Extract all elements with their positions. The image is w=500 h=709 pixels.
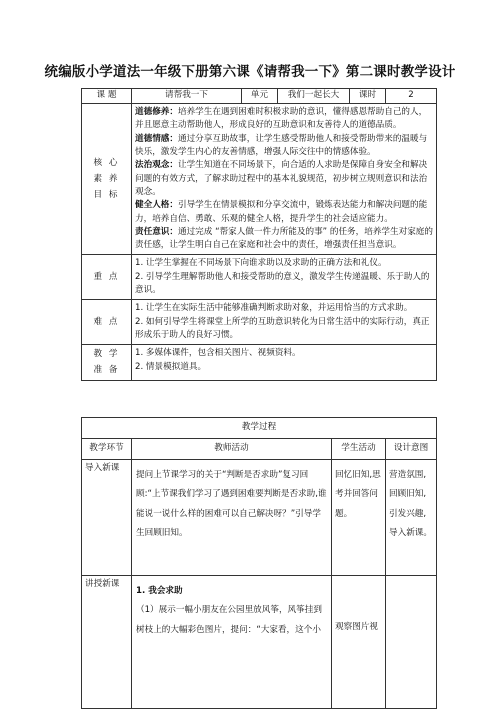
intro-teacher: 提问上节课学习的关于“判断是否求助”复习回顾:“上节课我们学习了遇到困难要判断是否求助,谁能说一说什么样的困难可以自己解决呀？”引导学生回顾旧知。 (132, 460, 332, 576)
process-title: 教学过程 (82, 418, 437, 439)
literacy-row (82, 104, 437, 255)
teach-heading: 1. 我会求助 (136, 586, 183, 596)
difficult-points-label: 难 点 (82, 300, 132, 345)
column-teacher: 教师活动 (132, 439, 332, 460)
period-value: 2 (386, 89, 437, 104)
key-points-label: 重 点 (82, 255, 132, 300)
literacy-content (132, 104, 437, 255)
preparation-label: 教 学 准 备 (82, 345, 132, 381)
column-stage: 教学环节 (82, 439, 132, 460)
unit-label: 单元 (242, 89, 278, 104)
topic-label: 课 题 (82, 89, 132, 104)
difficult-points-row (82, 300, 437, 345)
key-points-content: 1. 让学生掌握在不同场景下向谁求助以及求助的正确方法和礼仪。 2. 引导学生理解帮助他人和接受帮助的意义，激发学生传递温暖、乐于助人的意识。 (132, 255, 437, 300)
teach-text: （1）展示一幅小朋友在公园里放风筝，风筝挂到树枝上的大幅彩色图片，提问：“大家看，这个小 (136, 605, 322, 635)
literacy-item: 道德修养：培养学生在遇到困难时积极求助的意识，懂得感恩帮助自己的人，并且愿意主动帮助他人，形成良好的互助意识和友善待人的道德品质。 (135, 107, 428, 131)
intro-intent: 营造氛围,回顾旧知,引发兴趣,导入新课。 (386, 460, 437, 576)
literacy-item: 责任意识：通过完成 “帮家人做一件力所能及的事” 的任务，培养学生对家庭的责任感，让学生明白自己在家庭和社会中的责任，增强责任担当意识。 (135, 226, 433, 251)
preparation-content: 1. 多媒体课件，包含相关图片、视频资料。 2. 情景模拟道具。 (132, 345, 437, 381)
process-title-row (82, 418, 437, 439)
teach-intent (386, 576, 437, 709)
teach-stage: 讲授新课 (82, 576, 132, 709)
process-columns-row (82, 439, 437, 460)
process-table (81, 417, 437, 709)
teach-row (82, 576, 437, 709)
literacy-item: 道德情感：通过分享互助故事，让学生感受帮助他人和接受帮助带来的温暖与快乐，激发学生内心的友善情感，增强人际交往中的情感体验。 (135, 133, 428, 157)
teach-student: 观察图片视 (332, 576, 386, 709)
literacy-item: 健全人格：引导学生在情景模拟和分享交流中，锻炼表达能力和解决问题的能力，培养自信、勇敢、乐观的健全人格，提升学生的社会适应能力。 (135, 200, 428, 224)
column-intent: 设计意图 (386, 439, 437, 460)
difficult-points-content: 1. 让学生在实际生活中能够准确判断求助对象，并运用恰当的方式求助。 2. 如何引导学生将课堂上所学的互助意识转化为日常生活中的实际行动，真正形成乐于助人的良好习惯。 (132, 300, 437, 345)
document-title: 统编版小学道法一年级下册第六课《请帮我一下》第二课时教学设计 (44, 64, 456, 80)
period-label: 课时 (350, 89, 386, 104)
teach-teacher (132, 576, 332, 709)
intro-row (82, 460, 437, 576)
column-student: 学生活动 (332, 439, 386, 460)
header-row (82, 89, 437, 104)
key-points-row (82, 255, 437, 300)
lesson-plan-table (81, 88, 437, 381)
topic-value: 请帮我一下 (132, 89, 242, 104)
unit-value: 我们一起长大 (278, 89, 350, 104)
literacy-label: 核 心 素 养 目 标 (82, 104, 132, 255)
literacy-item: 法治观念：让学生知道在不同场景下，向合适的人求助是保障自身安全和解决问题的有效方式，了解求助过程中的基本礼貌规范，初步树立规则意识和法治观念。 (135, 160, 428, 197)
intro-student: 回忆旧知,思考并回答问题。 (332, 460, 386, 576)
preparation-row (82, 345, 437, 381)
intro-stage: 导入新课 (82, 460, 132, 576)
